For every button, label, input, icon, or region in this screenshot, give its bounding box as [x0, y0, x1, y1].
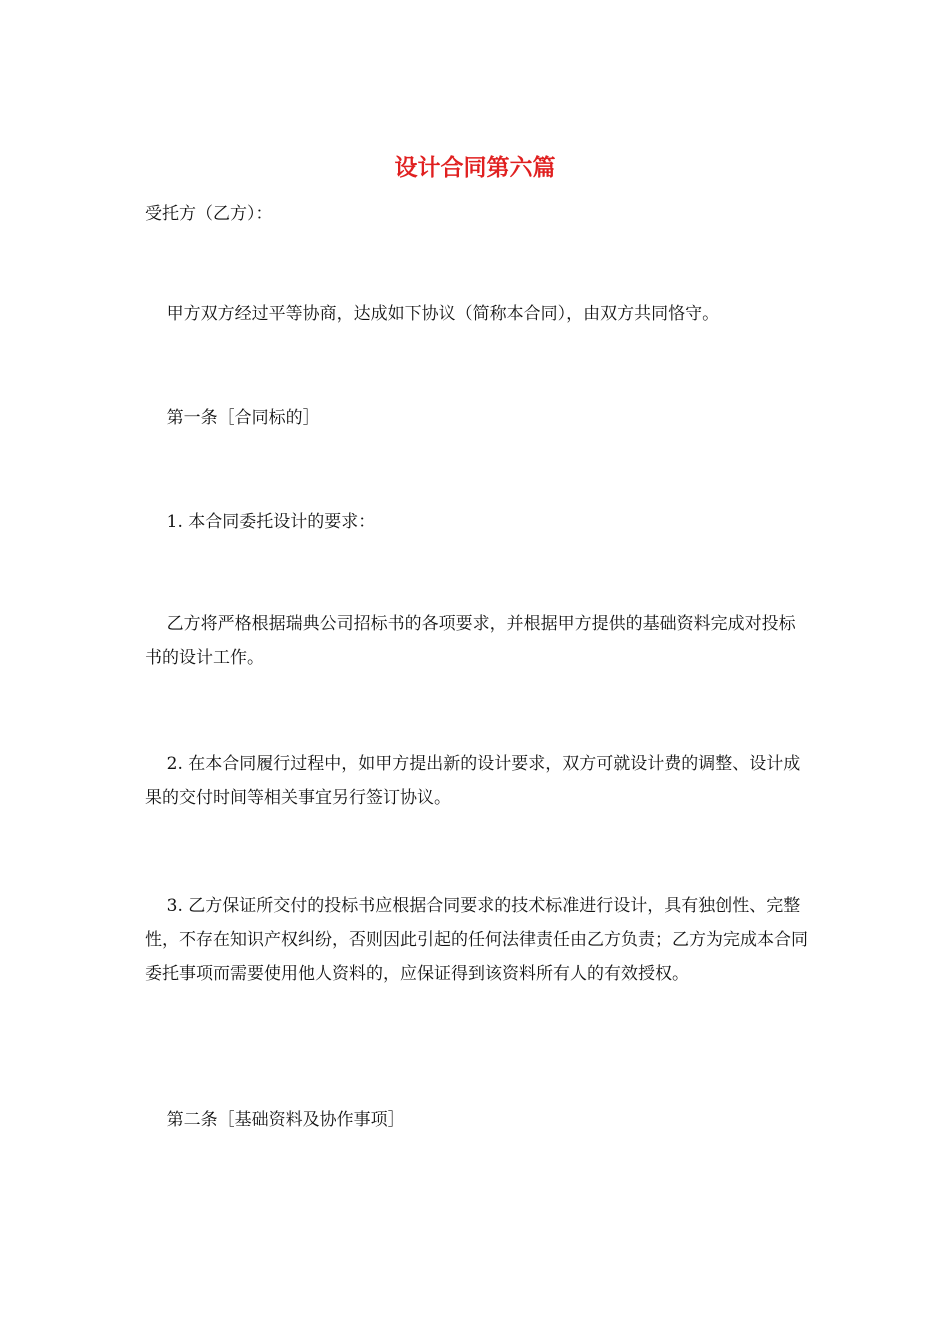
article-2-heading: 第二条［基础资料及协作事项］ — [145, 1110, 405, 1130]
clause-2-body: 2. 在本合同履行过程中，如甲方提出新的设计要求，双方可就设计费的调整、设计成果的交付时间等相关事宜另行签订协议。 — [145, 754, 801, 808]
paragraph-agreement-intro: 甲方双方经过平等协商，达成如下协议（简称本合同），由双方共同恪守。 — [145, 304, 720, 324]
document-title: 设计合同第六篇 — [394, 154, 556, 181]
party-b-line: 受托方（乙方）： — [145, 204, 273, 224]
clause-3-body: 3. 乙方保证所交付的投标书应根据合同要求的技术标准进行设计，具有独创性、完整性，不存在知识产权纠纷，否则因此引起的任何法律责任由乙方负责；乙方为完成本合同委托事项而需要使用他人资料的，应保证得到该资料所有人的有效授权。 — [145, 896, 808, 984]
clause-1-heading: 1. 本合同委托设计的要求： — [145, 512, 376, 532]
article-1-heading: 第一条［合同标的］ — [145, 408, 320, 428]
clause-1-body: 乙方将严格根据瑞典公司招标书的各项要求，并根据甲方提供的基础资料完成对投标书的设计工作。 — [145, 614, 796, 668]
